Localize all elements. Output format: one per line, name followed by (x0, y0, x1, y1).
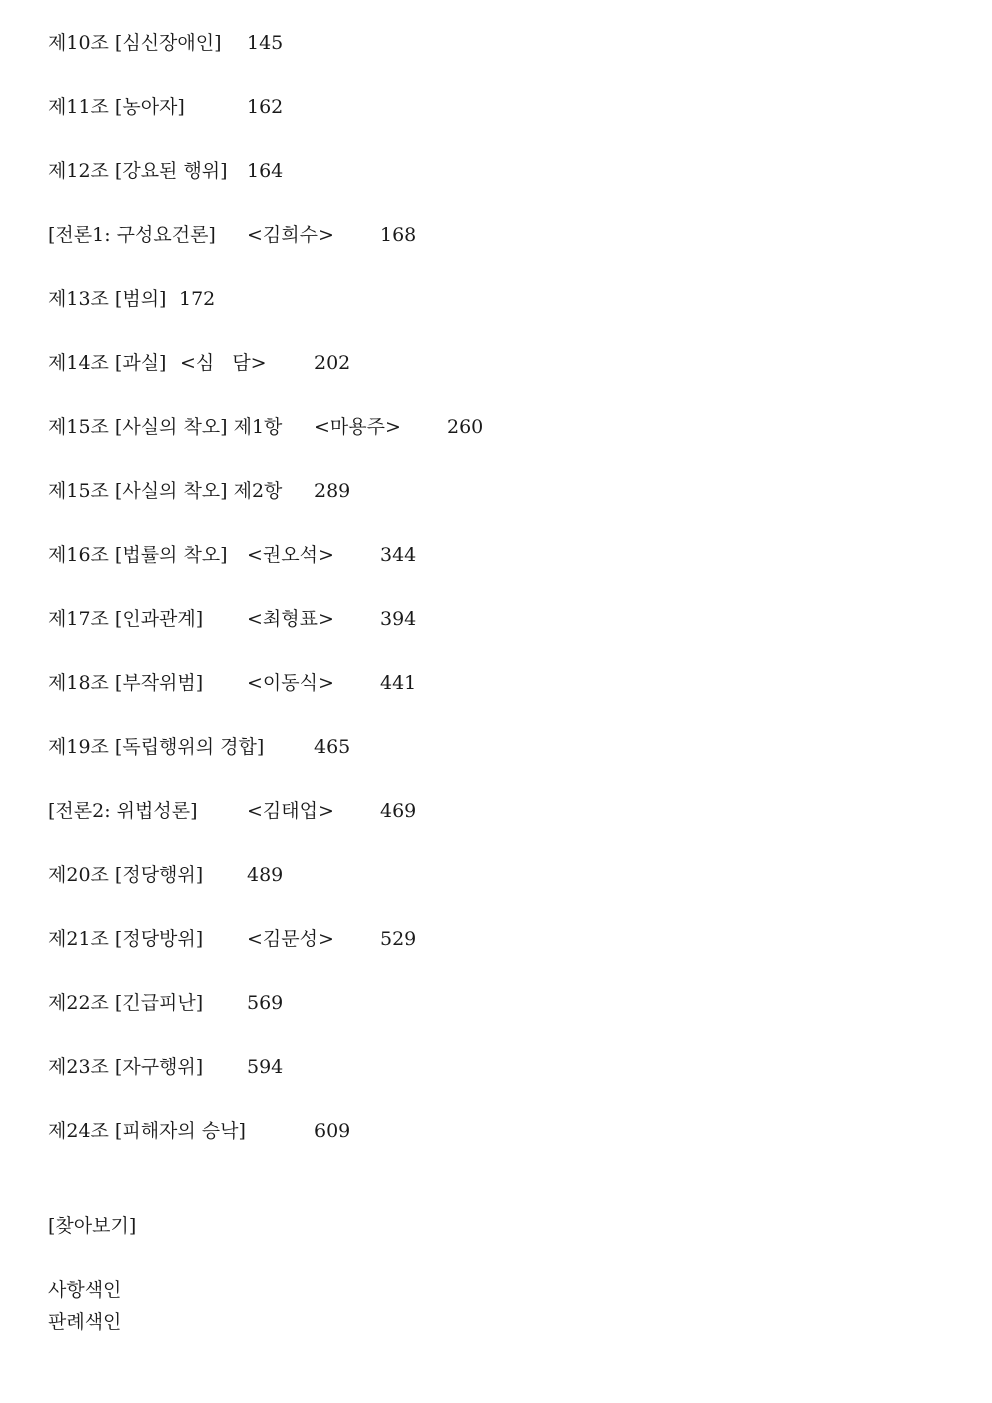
toc-entry (48, 541, 948, 569)
toc-entry-title: 제12조 [강요된 행위] (48, 160, 228, 182)
toc-entry-page: 441 (380, 672, 417, 694)
toc-entry-page: 489 (247, 864, 284, 886)
toc-entry-page: 168 (380, 224, 417, 246)
toc-entry-page: 569 (247, 992, 284, 1014)
toc-entry-title: 제20조 [정당행위] (48, 864, 204, 886)
toc-entry-title: 제14조 [과실] (48, 352, 167, 374)
toc-entry-page: 164 (247, 160, 284, 182)
toc-entry (48, 605, 948, 633)
toc-entry (48, 797, 948, 825)
toc-entry-page: 394 (380, 608, 417, 630)
toc-entry (48, 413, 948, 441)
toc-entry-title: 제21조 [정당방위] (48, 928, 204, 950)
toc-entry-title: [전론1: 구성요건론] (48, 224, 216, 246)
toc-entry-author: <권오석> (247, 544, 334, 566)
toc-entry-page: 260 (447, 416, 484, 438)
toc-entry-author: <최형표> (247, 608, 334, 630)
toc-entry-title: 제11조 [농아자] (48, 96, 185, 118)
toc-entry-page: 469 (380, 800, 417, 822)
toc-entry-title: 제19조 [독립행위의 경합] (48, 736, 265, 758)
toc-entry (48, 157, 948, 185)
toc-entry-author: <김태업> (247, 800, 334, 822)
toc-entry-page: 594 (247, 1056, 284, 1078)
toc-entry (48, 477, 948, 505)
toc-entry-page: 162 (247, 96, 284, 118)
toc-entry-title: 제22조 [긴급피난] (48, 992, 204, 1014)
toc-entry-page: 609 (314, 1120, 351, 1142)
index-item-subject[interactable]: 사항색인 (48, 1279, 122, 1301)
toc-entry-title: [전론2: 위법성론] (48, 800, 198, 822)
index-section-heading: [찾아보기] (48, 1215, 137, 1237)
toc-entry (48, 349, 948, 377)
toc-entry-title: 제23조 [자구행위] (48, 1056, 204, 1078)
toc-entry-author: <심 담> (180, 352, 267, 374)
toc-entry-author: <김문성> (247, 928, 334, 950)
toc-entry-title: 제10조 [심신장애인] (48, 32, 222, 54)
toc-entry (48, 29, 948, 57)
toc-entry-title: 제16조 [법률의 착오] (48, 544, 228, 566)
toc-entry-title: 제15조 [사실의 착오] 제2항 (48, 480, 283, 502)
toc-entry (48, 1053, 948, 1081)
toc-entry (48, 285, 948, 313)
toc-entry (48, 221, 948, 249)
toc-entry-author: <이동식> (247, 672, 334, 694)
index-item-cases[interactable]: 판례색인 (48, 1311, 122, 1333)
toc-entry-author: <김희수> (247, 224, 334, 246)
toc-entry-title: 제17조 [인과관계] (48, 608, 204, 630)
toc-entry (48, 733, 948, 761)
toc-entry-page: 145 (247, 32, 284, 54)
toc-entry-page: 529 (380, 928, 417, 950)
toc-entry-page: 289 (314, 480, 351, 502)
toc-entry-title: 제15조 [사실의 착오] 제1항 (48, 416, 283, 438)
toc-entry (48, 93, 948, 121)
toc-entry-page: 465 (314, 736, 351, 758)
toc-entry-author: <마용주> (314, 416, 401, 438)
toc-entry-title: 제18조 [부작위범] (48, 672, 204, 694)
toc-entry-page: 172 (179, 288, 216, 310)
toc-entry (48, 861, 948, 889)
toc-entry (48, 989, 948, 1017)
toc-entry-page: 344 (380, 544, 417, 566)
toc-entry-title: 제13조 [범의] (48, 288, 167, 310)
toc-entry-title: 제24조 [피해자의 승낙] (48, 1120, 246, 1142)
toc-entry (48, 1117, 948, 1145)
toc-entry (48, 669, 948, 697)
toc-entry (48, 925, 948, 953)
toc-entry-page: 202 (314, 352, 351, 374)
